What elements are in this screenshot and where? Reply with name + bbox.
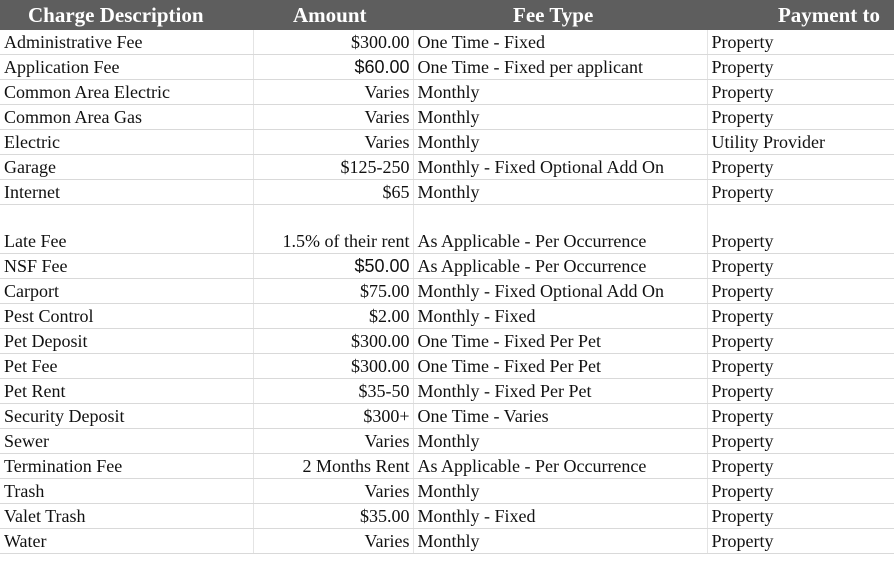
table-header (0, 0, 894, 30)
cell-fee-type[interactable]: As Applicable - Per Occurrence (413, 205, 707, 254)
cell-fee-type[interactable]: Monthly (413, 479, 707, 504)
column-header-fee-type[interactable]: Fee Type (413, 0, 707, 30)
table-row (0, 105, 894, 130)
cell-payment-to[interactable]: Property (707, 254, 894, 279)
cell-payment-to[interactable]: Property (707, 105, 894, 130)
cell-fee-type[interactable]: Monthly (413, 429, 707, 454)
table-row (0, 329, 894, 354)
cell-amount[interactable]: $65 (253, 180, 413, 205)
cell-fee-type[interactable]: Monthly (413, 80, 707, 105)
cell-fee-type[interactable]: One Time - Varies (413, 404, 707, 429)
cell-fee-type[interactable]: Monthly (413, 180, 707, 205)
table-row (0, 529, 894, 554)
cell-description[interactable]: Administrative Fee (0, 30, 253, 55)
cell-description[interactable]: Carport (0, 279, 253, 304)
column-header-payment-to[interactable]: Payment to (707, 0, 894, 30)
cell-payment-to[interactable]: Property (707, 379, 894, 404)
cell-payment-to[interactable]: Property (707, 304, 894, 329)
cell-fee-type[interactable]: One Time - Fixed (413, 30, 707, 55)
table-body (0, 30, 894, 554)
cell-description[interactable]: Pest Control (0, 304, 253, 329)
table-row (0, 404, 894, 429)
cell-amount[interactable]: Varies (253, 529, 413, 554)
cell-amount[interactable]: $125-250 (253, 155, 413, 180)
cell-fee-type[interactable]: As Applicable - Per Occurrence (413, 254, 707, 279)
table-row (0, 279, 894, 304)
cell-payment-to[interactable]: Utility Provider (707, 130, 894, 155)
cell-payment-to[interactable]: Property (707, 30, 894, 55)
header-row (0, 0, 894, 30)
cell-description[interactable]: Late Fee (0, 205, 253, 254)
table-row (0, 155, 894, 180)
cell-amount[interactable]: Varies (253, 80, 413, 105)
cell-payment-to[interactable]: Property (707, 55, 894, 80)
table-row (0, 354, 894, 379)
table-row (0, 180, 894, 205)
cell-amount[interactable]: 2 Months Rent (253, 454, 413, 479)
table-row (0, 504, 894, 529)
cell-payment-to[interactable]: Property (707, 279, 894, 304)
cell-description[interactable]: Termination Fee (0, 454, 253, 479)
cell-amount[interactable]: $35-50 (253, 379, 413, 404)
cell-amount[interactable]: $60.00 (253, 55, 413, 80)
cell-fee-type[interactable]: One Time - Fixed Per Pet (413, 354, 707, 379)
cell-payment-to[interactable]: Property (707, 180, 894, 205)
cell-payment-to[interactable]: Property (707, 329, 894, 354)
column-header-charge-description[interactable]: Charge Description (0, 0, 253, 30)
cell-amount[interactable]: $2.00 (253, 304, 413, 329)
cell-fee-type[interactable]: Monthly - Fixed (413, 304, 707, 329)
cell-amount[interactable]: $50.00 (253, 254, 413, 279)
table-row (0, 254, 894, 279)
cell-description[interactable]: Common Area Electric (0, 80, 253, 105)
cell-payment-to[interactable]: Property (707, 454, 894, 479)
cell-payment-to[interactable]: Property (707, 80, 894, 105)
cell-description[interactable]: Pet Fee (0, 354, 253, 379)
cell-payment-to[interactable]: Property (707, 155, 894, 180)
cell-amount[interactable]: Varies (253, 130, 413, 155)
cell-description[interactable]: Trash (0, 479, 253, 504)
table-row (0, 55, 894, 80)
cell-payment-to[interactable]: Property (707, 354, 894, 379)
cell-payment-to[interactable]: Property (707, 529, 894, 554)
cell-fee-type[interactable]: Monthly (413, 529, 707, 554)
cell-fee-type[interactable]: Monthly - Fixed Per Pet (413, 379, 707, 404)
cell-description[interactable]: Water (0, 529, 253, 554)
cell-description[interactable]: Internet (0, 180, 253, 205)
cell-description[interactable]: Common Area Gas (0, 105, 253, 130)
column-header-amount[interactable]: Amount (253, 0, 413, 30)
cell-description[interactable]: Garage (0, 155, 253, 180)
cell-payment-to[interactable]: Property (707, 429, 894, 454)
cell-description[interactable]: Pet Rent (0, 379, 253, 404)
cell-amount[interactable]: $300+ (253, 404, 413, 429)
cell-description[interactable]: NSF Fee (0, 254, 253, 279)
cell-amount[interactable]: Varies (253, 479, 413, 504)
cell-fee-type[interactable]: Monthly - Fixed Optional Add On (413, 279, 707, 304)
cell-amount[interactable]: 1.5% of their rent (253, 205, 413, 254)
cell-description[interactable]: Electric (0, 130, 253, 155)
cell-payment-to[interactable]: Property (707, 479, 894, 504)
cell-amount[interactable]: $300.00 (253, 30, 413, 55)
cell-amount[interactable]: $300.00 (253, 329, 413, 354)
cell-payment-to[interactable]: Property (707, 504, 894, 529)
cell-description[interactable]: Application Fee (0, 55, 253, 80)
cell-fee-type[interactable]: Monthly - Fixed Optional Add On (413, 155, 707, 180)
cell-fee-type[interactable]: One Time - Fixed per applicant (413, 55, 707, 80)
cell-fee-type[interactable]: Monthly (413, 130, 707, 155)
table-row (0, 379, 894, 404)
cell-fee-type[interactable]: Monthly (413, 105, 707, 130)
cell-description[interactable]: Valet Trash (0, 504, 253, 529)
cell-fee-type[interactable]: Monthly - Fixed (413, 504, 707, 529)
cell-fee-type[interactable]: As Applicable - Per Occurrence (413, 454, 707, 479)
cell-amount[interactable]: Varies (253, 105, 413, 130)
table-row (0, 80, 894, 105)
cell-amount[interactable]: Varies (253, 429, 413, 454)
cell-amount[interactable]: $300.00 (253, 354, 413, 379)
cell-description[interactable]: Pet Deposit (0, 329, 253, 354)
cell-fee-type[interactable]: One Time - Fixed Per Pet (413, 329, 707, 354)
cell-payment-to[interactable]: Property (707, 205, 894, 254)
cell-description[interactable]: Security Deposit (0, 404, 253, 429)
cell-payment-to[interactable]: Property (707, 404, 894, 429)
table-row (0, 30, 894, 55)
table-row (0, 304, 894, 329)
table-row (0, 454, 894, 479)
table-row (0, 479, 894, 504)
table-row (0, 429, 894, 454)
cell-description[interactable]: Sewer (0, 429, 253, 454)
table-row (0, 130, 894, 155)
table-row (0, 205, 894, 254)
cell-amount[interactable]: $35.00 (253, 504, 413, 529)
cell-amount[interactable]: $75.00 (253, 279, 413, 304)
